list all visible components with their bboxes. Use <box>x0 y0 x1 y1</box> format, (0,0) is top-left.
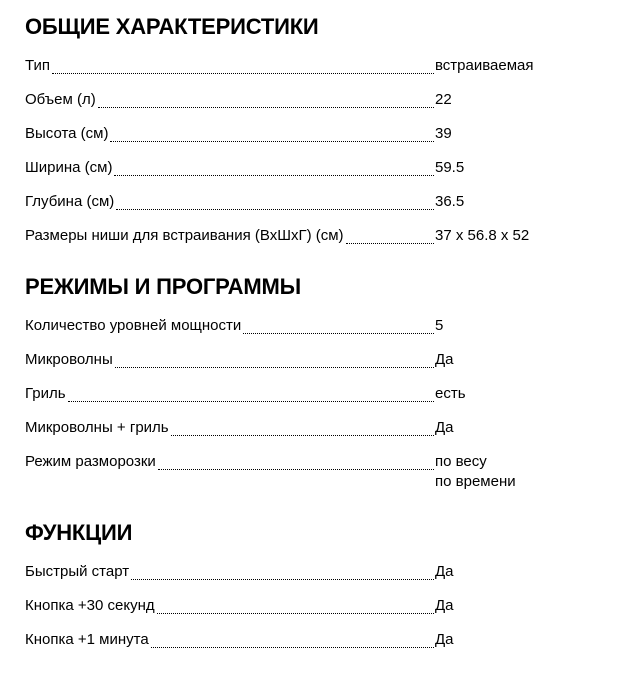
spec-label: Высота (см) <box>25 125 109 142</box>
section-modes <box>25 274 619 492</box>
spec-row-microwaves-grill <box>25 418 619 438</box>
spec-value: 59.5 <box>435 159 465 176</box>
spec-value: Да <box>435 597 454 614</box>
spec-row-microwaves <box>25 350 619 370</box>
spec-label: Режим разморозки <box>25 453 156 470</box>
spec-row-power-levels <box>25 316 619 336</box>
spec-label: Кнопка +1 минута <box>25 631 149 648</box>
dotted-leader <box>243 316 434 334</box>
dotted-leader <box>346 226 434 244</box>
spec-label: Кнопка +30 секунд <box>25 597 155 614</box>
spec-value: Да <box>435 419 454 436</box>
dotted-leader <box>52 56 434 74</box>
spec-label: Микроволны + гриль <box>25 419 169 436</box>
spec-label: Объем (л) <box>25 91 96 108</box>
spec-label: Размеры ниши для встраивания (ВхШхГ) (см) <box>25 227 344 244</box>
spec-label: Количество уровней мощности <box>25 317 242 334</box>
spec-row-defrost-mode <box>25 452 619 492</box>
spec-value: есть <box>435 385 466 402</box>
dotted-leader <box>114 158 434 176</box>
spec-row-grill <box>25 384 619 404</box>
spec-value-line: по весу <box>435 453 487 470</box>
spec-value-line: по времени <box>435 473 516 490</box>
spec-row-quick-start <box>25 562 619 582</box>
dotted-leader <box>151 630 434 648</box>
spec-value: Да <box>435 351 454 368</box>
spec-value: 36.5 <box>435 193 465 210</box>
dotted-leader <box>115 350 434 368</box>
spec-label: Ширина (см) <box>25 159 113 176</box>
spec-value: 39 <box>435 125 452 142</box>
spec-label: Гриль <box>25 385 66 402</box>
section-title: ОБЩИЕ ХАРАКТЕРИСТИКИ <box>25 14 319 39</box>
dotted-leader <box>157 596 434 614</box>
spec-value <box>435 452 619 492</box>
spec-label: Быстрый старт <box>25 563 130 580</box>
spec-row-niche-size <box>25 226 619 246</box>
spec-row-depth <box>25 192 619 212</box>
section-general <box>25 14 619 246</box>
dotted-leader <box>116 192 434 210</box>
spec-value: 37 x 56.8 x 52 <box>435 227 530 244</box>
spec-row-width <box>25 158 619 178</box>
dotted-leader <box>98 90 434 108</box>
dotted-leader <box>68 384 434 402</box>
dotted-leader <box>158 452 434 470</box>
dotted-leader <box>110 124 434 142</box>
spec-row-type <box>25 56 619 76</box>
spec-label: Глубина (см) <box>25 193 115 210</box>
spec-row-plus-1-min <box>25 630 619 650</box>
spec-row-volume <box>25 90 619 110</box>
spec-label: Тип <box>25 57 51 74</box>
spec-value: Да <box>435 631 454 648</box>
dotted-leader <box>131 562 434 580</box>
dotted-leader <box>171 418 434 436</box>
section-title: ФУНКЦИИ <box>25 520 133 545</box>
spec-value: 22 <box>435 91 452 108</box>
spec-value: Да <box>435 563 454 580</box>
spec-value: 5 <box>435 317 444 334</box>
spec-value: встраиваемая <box>435 57 534 74</box>
section-functions <box>25 520 619 650</box>
spec-row-plus-30-sec <box>25 596 619 616</box>
spec-label: Микроволны <box>25 351 113 368</box>
spec-row-height <box>25 124 619 144</box>
section-title: РЕЖИМЫ И ПРОГРАММЫ <box>25 274 301 299</box>
